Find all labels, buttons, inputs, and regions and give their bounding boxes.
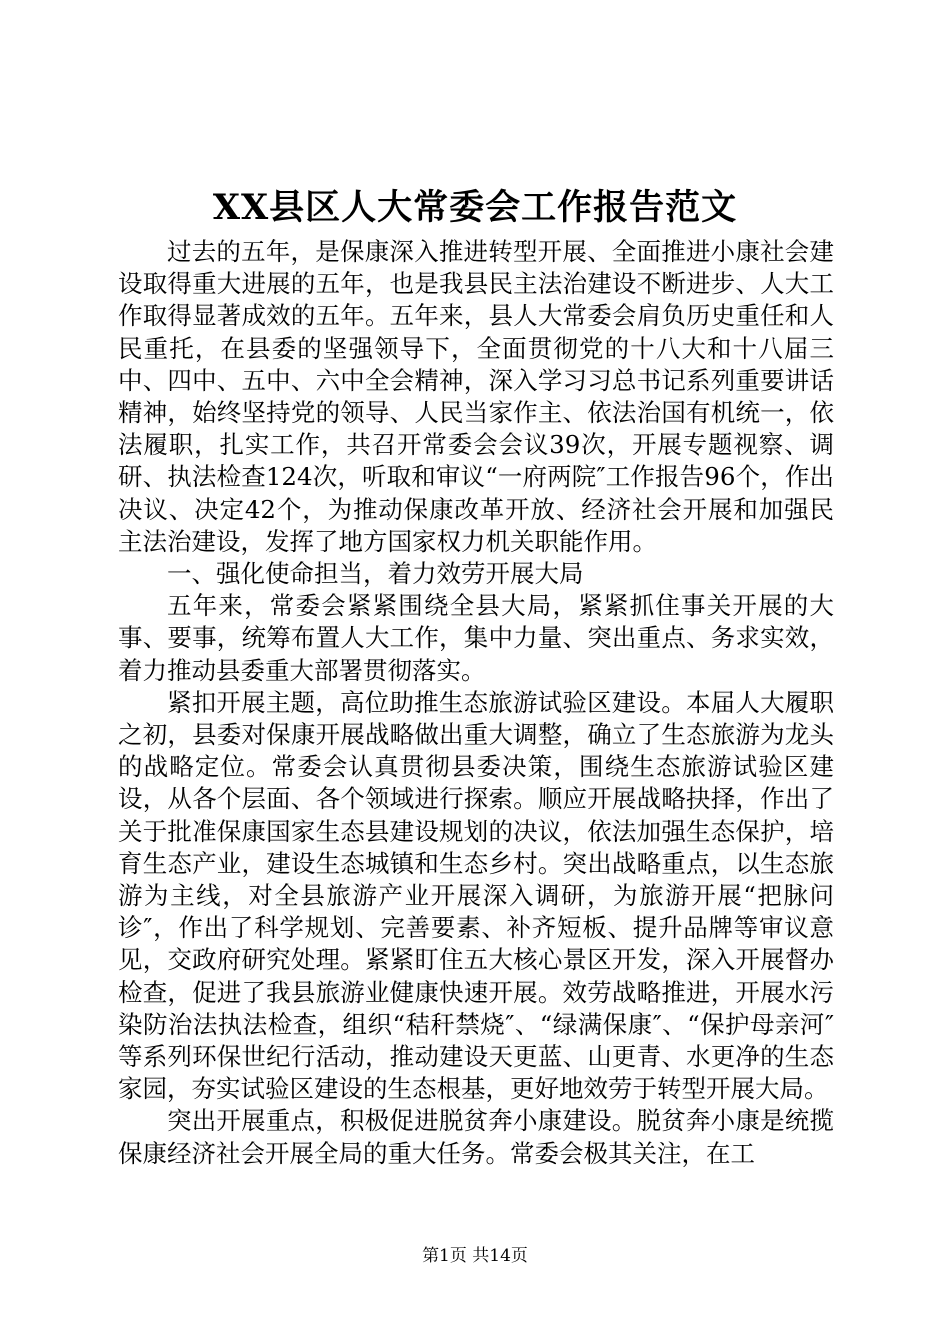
paragraph-summary: 五年来，常委会紧紧围绕全县大局，紧紧抓住事关开展的大事、要事，统筹布置人大工作，集中力量、突出重点、务求实效，着力推动县委重大部署贯彻落实。 xyxy=(118,591,834,685)
document-body xyxy=(118,236,834,1170)
section-heading: 一、强化使命担当，着力效劳开展大局 xyxy=(167,559,584,589)
paragraph-poverty: 突出开展重点，积极促进脱贫奔小康建设。脱贫奔小康是统揽保康经济社会开展全局的重大任务。常委会极其关注，在工 xyxy=(118,1106,834,1168)
page-footer: 第1页 共14页 xyxy=(422,1246,528,1266)
paragraph-intro: 过去的五年，是保康深入推进转型开展、全面推进小康社会建设取得重大进展的五年，也是我县民主法治建设不断进步、人大工作取得显著成效的五年。五年来，县人大常委会肩负历史重任和人民重托，在县委的坚强领导下，全面贯彻党的十八大和十八届三中、四中、五中、六中全会精神，深入学习习总书记系列重要讲话精神，始终坚持党的领导、人民当家作主、依法治国有机统一，依法履职，扎实工作，共召开常委会会议39次，开展专题视察、调研、执法检查124次，听取和审议“一府两院″工作报告96个，作出决议、决定42个，为推动保康改革开放、经济社会开展和加强民主法治建设，发挥了地方国家权力机关职能作用。 xyxy=(118,237,834,556)
document-title: XX县区人大常委会工作报告范文 xyxy=(212,187,738,228)
paragraph-eco-tourism: 紧扣开展主题，高位助推生态旅游试验区建设。本届人大履职之初，县委对保康开展战略做出重大调整，确立了生态旅游为龙头的战略定位。常委会认真贯彻县委决策，围绕生态旅游试验区建设，从各个层面、各个领域进行探索。顺应开展战略抉择，作出了关于批准保康国家生态县建设规划的决议，依法加强生态保护，培育生态产业，建设生态城镇和生态乡村。突出战略重点，以生态旅游为主线，对全县旅游产业开展深入调研，为旅游开展“把脉问诊″，作出了科学规划、完善要素、补齐短板、提升品牌等审议意见，交政府研究处理。紧紧盯住五大核心景区开发，深入开展督办检查，促进了我县旅游业健康快速开展。效劳战略推进，开展水污染防治法执法检查，组织“秸秆禁烧″、“绿满保康″、“保护母亲河″等系列环保世纪行活动，推动建设天更蓝、山更青、水更净的生态家园，夯实试验区建设的生态根基，更好地效劳于转型开展大局。 xyxy=(118,687,834,1104)
